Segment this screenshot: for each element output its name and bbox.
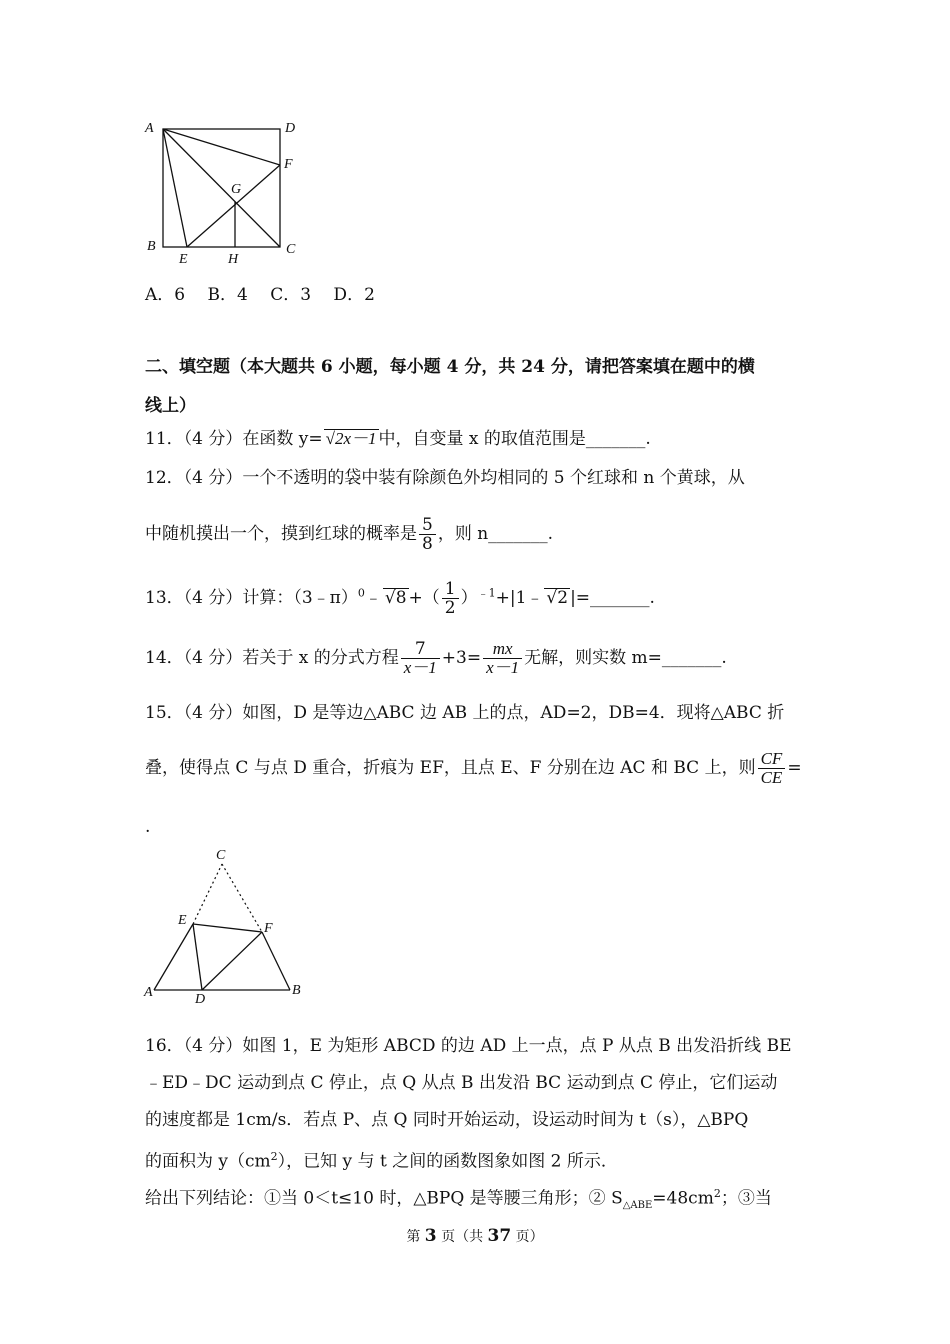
q14-frac2-den: x－1 <box>486 658 520 677</box>
q13-sqrt8: √8 <box>384 588 407 608</box>
q12-frac-num: 5 <box>419 516 436 535</box>
q15-line1: 15．（4 分）如图，D 是等边△ABC 边 AB 上的点，AD=2，DB=4．现将△ABC 折 <box>145 703 785 723</box>
q11-prefix: 11．（4 分）在函数 y= <box>145 429 323 449</box>
label-e: E <box>179 252 188 267</box>
q14-prefix: 14．（4 分）若关于 x 的分式方程 <box>145 648 399 668</box>
q16-line5-sup: 2 <box>713 1187 721 1200</box>
label-h: H <box>228 252 239 267</box>
q12-frac-den: 8 <box>422 534 433 554</box>
q12-line2-prefix: 中随机摸出一个，摸到红球的概率是 <box>145 524 417 544</box>
label-a: A <box>145 121 154 136</box>
label-c: C <box>216 848 226 863</box>
q11 <box>145 428 651 450</box>
label-b: B <box>292 983 301 998</box>
page-footer <box>0 1226 950 1246</box>
footer-prefix: 第 <box>406 1229 425 1245</box>
footer-page-number: 3 <box>424 1226 437 1246</box>
q13-sqrt2-value: 2 <box>557 588 569 608</box>
segment-ef <box>187 165 280 247</box>
segment-ae <box>163 129 187 247</box>
footer-suffix: 页） <box>511 1229 544 1245</box>
q15-fraction <box>758 750 786 787</box>
segment-bf <box>262 932 290 990</box>
q13-mid2: +（ <box>408 588 440 608</box>
q15-line2 <box>145 750 802 787</box>
label-d: D <box>285 121 296 136</box>
q13-frac-den: 2 <box>444 598 456 618</box>
q13-sqrt2: √2 <box>546 588 569 608</box>
q14-frac1-den: x－1 <box>403 658 437 677</box>
q16-line4-sup: 2 <box>270 1150 278 1163</box>
label-c: C <box>286 242 296 257</box>
q15-line2-prefix: 叠，使得点 C 与点 D 重合，折痕为 EF，且点 E、F 分别在边 AC 和 BC 上，则 <box>145 758 756 778</box>
segment-ef <box>193 924 262 932</box>
q14 <box>145 640 727 677</box>
q12-fraction <box>419 516 436 553</box>
q16-line5 <box>145 1183 772 1217</box>
q13-mid3: ） <box>460 588 478 608</box>
footer-mid: 页（共 <box>436 1229 488 1245</box>
section2-title-line1: 二、填空题（本大题共 6 小题，每小题 4 分，共 24 分，请把答案填在题中的横 <box>145 357 755 377</box>
q16-line5-suffix: ；③当 <box>720 1188 772 1209</box>
q13 <box>145 580 655 617</box>
q11-suffix: 中，自变量 x 的取值范围是_______. <box>378 429 651 449</box>
q13-sup-neg1: ﹣1 <box>477 586 496 600</box>
q16-line5-sub: △ABE <box>622 1200 653 1212</box>
q14-fraction1 <box>401 640 440 677</box>
q14-fraction2 <box>483 640 522 677</box>
label-b: B <box>147 239 156 254</box>
segment-cf-dashed <box>222 864 262 932</box>
segment-ed <box>193 924 202 990</box>
q16-line4 <box>145 1146 618 1173</box>
q15-line3: . <box>145 817 151 837</box>
q13-frac-num: 1 <box>442 580 459 599</box>
label-d: D <box>195 992 206 1007</box>
label-f: F <box>284 157 293 172</box>
section2-title-line2: 线上） <box>145 396 196 416</box>
q16-line4-prefix: 的面积为 y（cm <box>145 1151 271 1172</box>
segment-ae <box>154 924 193 990</box>
q16-line5-prefix: 给出下列结论：①当 0＜t≤10 时，△BPQ 是等腰三角形；② S <box>145 1188 623 1209</box>
q14-frac1-num: 7 <box>401 640 440 659</box>
q16-line5-mid: =48cm <box>652 1188 714 1209</box>
q13-sup-zero: 0 <box>357 586 365 600</box>
q14-frac2-num: mx <box>483 640 522 659</box>
label-e: E <box>178 913 187 928</box>
q13-mid4: +|1﹣ <box>495 588 544 608</box>
q16-line3: 的速度都是 1cm/s．若点 P、点 Q 同时开始运动，设运动时间为 t（s），△BPQ <box>145 1110 749 1130</box>
triangle-figure <box>140 840 320 1010</box>
square-figure <box>140 115 310 270</box>
q13-prefix: 13．（4 分）计算：（3﹣π） <box>145 588 358 608</box>
q12-line2-suffix: ，则 n_______. <box>437 524 554 544</box>
label-g: G <box>231 182 242 197</box>
q11-radicand: 2x－1 <box>334 429 377 448</box>
q13-mid1: ﹣ <box>364 588 382 608</box>
q16-line2: ﹣ED﹣DC 运动到点 C 停止，点 Q 从点 B 出发沿 BC 运动到点 C 停止，它们运动 <box>145 1073 778 1093</box>
q16-line4-suffix: ），已知 y 与 t 之间的函数图象如图 2 所示． <box>277 1151 618 1172</box>
footer-total-pages: 37 <box>487 1226 512 1246</box>
q10-options: A．6 B．4 C．3 D．2 <box>145 285 375 305</box>
q13-suffix: |=_______. <box>570 588 655 608</box>
q16-line1: 16．（4 分）如图 1，E 为矩形 ABCD 的边 AD 上一点，点 P 从点 B 出发沿折线 BE <box>145 1036 792 1056</box>
q15-line2-suffix: = <box>787 758 802 778</box>
label-a: A <box>144 985 153 1000</box>
segment-ec-dashed <box>193 864 222 924</box>
q12-line2 <box>145 516 553 553</box>
q14-suffix: 无解，则实数 m=_______. <box>524 648 727 668</box>
q13-fraction <box>442 580 459 617</box>
q15-frac-num: CF <box>758 750 786 769</box>
q13-sqrt8-value: 8 <box>395 588 407 608</box>
q11-sqrt: √2x－1 <box>325 429 377 448</box>
q14-mid: +3= <box>441 648 482 668</box>
q15-frac-den: CE <box>760 768 783 787</box>
segment-fd <box>202 932 262 990</box>
label-f: F <box>264 921 273 936</box>
q12-line1: 12．（4 分）一个不透明的袋中装有除颜色外均相同的 5 个红球和 n 个黄球，从 <box>145 468 745 488</box>
